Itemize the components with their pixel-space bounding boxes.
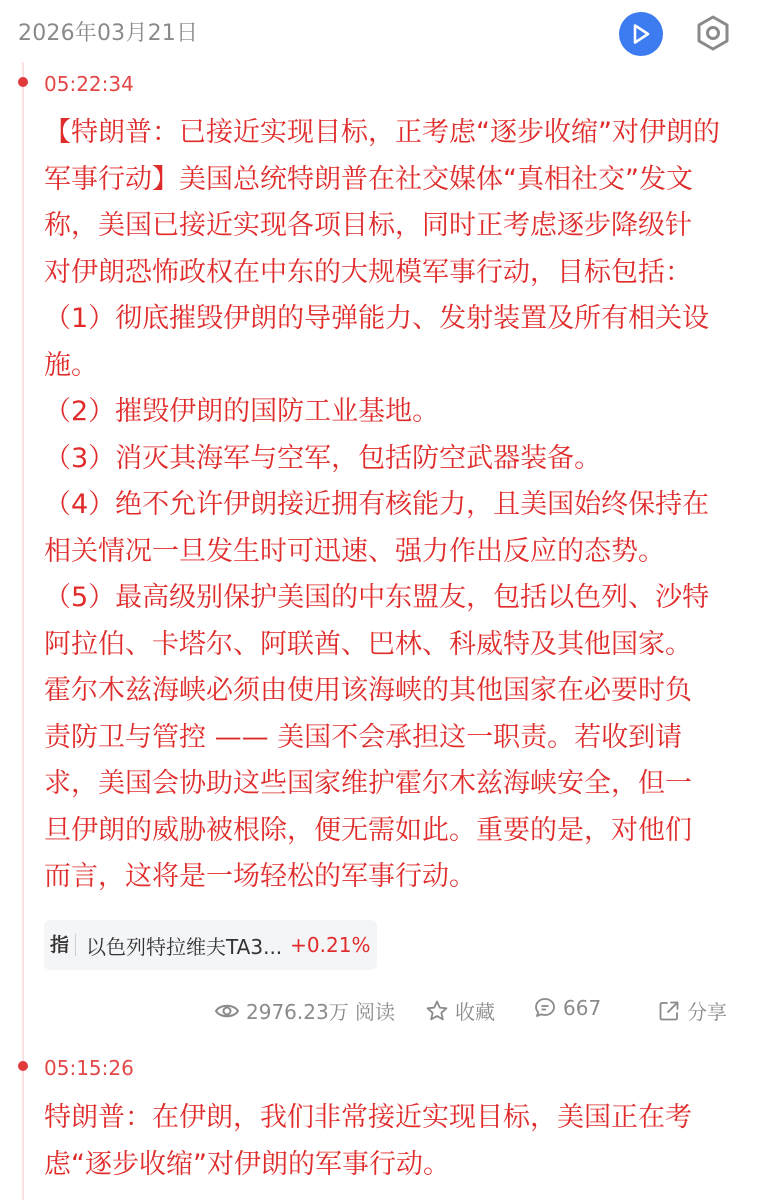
news-body-line: （3）消灭其海军与空军，包括防空武器装备。 bbox=[44, 442, 602, 474]
timeline-dot bbox=[18, 1061, 28, 1071]
news-body-line: 军事行动】美国总统特朗普在社交媒体“真相社交”发文 bbox=[44, 163, 693, 195]
stock-tag[interactable] bbox=[44, 920, 377, 970]
news-body[interactable] bbox=[44, 110, 744, 901]
news-body-line: 阿拉伯、卡塔尔、阿联酋、巴林、科威特及其他国家。 bbox=[44, 628, 692, 660]
share-label: 分享 bbox=[687, 1000, 727, 1024]
news-body-line: 旦伊朗的威胁被根除，便无需如此。重要的是，对他们 bbox=[44, 814, 692, 846]
news-body-line: 特朗普：在伊朗，我们非常接近实现目标，美国正在考 bbox=[44, 1102, 692, 1133]
news-body-line: （1）彻底摧毁伊朗的导弹能力、发射装置及所有相关设 bbox=[44, 303, 710, 334]
index-badge: 指 bbox=[48, 934, 76, 956]
news-body-line: 责防卫与管控 —— 美国不会承担这一职责。若收到请 bbox=[44, 721, 683, 753]
favorite-button[interactable] bbox=[425, 996, 495, 1025]
news-time: 05:22:34 bbox=[44, 72, 134, 96]
read-count-label: 2976.23万 阅读 bbox=[246, 1000, 396, 1024]
news-body-line: （5）最高级别保护美国的中东盟友，包括以色列、沙特 bbox=[44, 582, 710, 613]
play-button[interactable] bbox=[619, 12, 663, 56]
play-icon bbox=[631, 23, 651, 45]
stock-name: 以色列特拉维夫TA3... bbox=[86, 934, 283, 959]
action-bar bbox=[0, 996, 757, 1028]
news-body-line: 求，美国会协助这些国家维护霍尔木兹海峡安全，但一 bbox=[44, 768, 692, 799]
news-body-line: 虑“逐步收缩”对伊朗的军事行动。 bbox=[44, 1148, 450, 1180]
date-header: 2026年03月21日 bbox=[18, 21, 199, 46]
settings-button[interactable] bbox=[692, 12, 734, 54]
news-body-line: 施。 bbox=[44, 349, 98, 381]
gear-icon bbox=[694, 14, 732, 52]
news-body-line: 【特朗普：已接近实现目标，正考虑“逐步收缩”对伊朗的 bbox=[44, 117, 720, 148]
share-button[interactable] bbox=[657, 996, 727, 1025]
star-icon bbox=[425, 999, 449, 1023]
comment-button[interactable] bbox=[533, 996, 601, 1020]
stock-change: +0.21% bbox=[290, 933, 371, 957]
eye-icon bbox=[214, 1001, 240, 1021]
comment-icon bbox=[533, 996, 557, 1020]
timeline-dot bbox=[18, 77, 28, 87]
comment-count: 667 bbox=[563, 996, 602, 1020]
share-icon bbox=[657, 999, 681, 1023]
news-body-line: 称，美国已接近实现各项目标，同时正考虑逐步降级针 bbox=[44, 210, 692, 241]
read-count bbox=[214, 996, 395, 1025]
news-time: 05:15:26 bbox=[44, 1056, 134, 1080]
news-body-line: （4）绝不允许伊朗接近拥有核能力，且美国始终保持在 bbox=[44, 489, 710, 520]
news-body-line: 对伊朗恐怖政权在中东的大规模军事行动，目标包括： bbox=[44, 256, 692, 288]
news-body-line: 霍尔木兹海峡必须由使用该海峡的其他国家在必要时负 bbox=[44, 675, 692, 706]
news-body-line: （2）摧毁伊朗的国防工业基地。 bbox=[44, 396, 440, 427]
news-body[interactable] bbox=[44, 1095, 744, 1188]
favorite-label: 收藏 bbox=[455, 1000, 495, 1024]
timeline-line bbox=[22, 62, 24, 1200]
news-body-line: 相关情况一旦发生时可迅速、强力作出反应的态势。 bbox=[44, 535, 665, 567]
news-body-line: 而言，这将是一场轻松的军事行动。 bbox=[44, 861, 476, 892]
